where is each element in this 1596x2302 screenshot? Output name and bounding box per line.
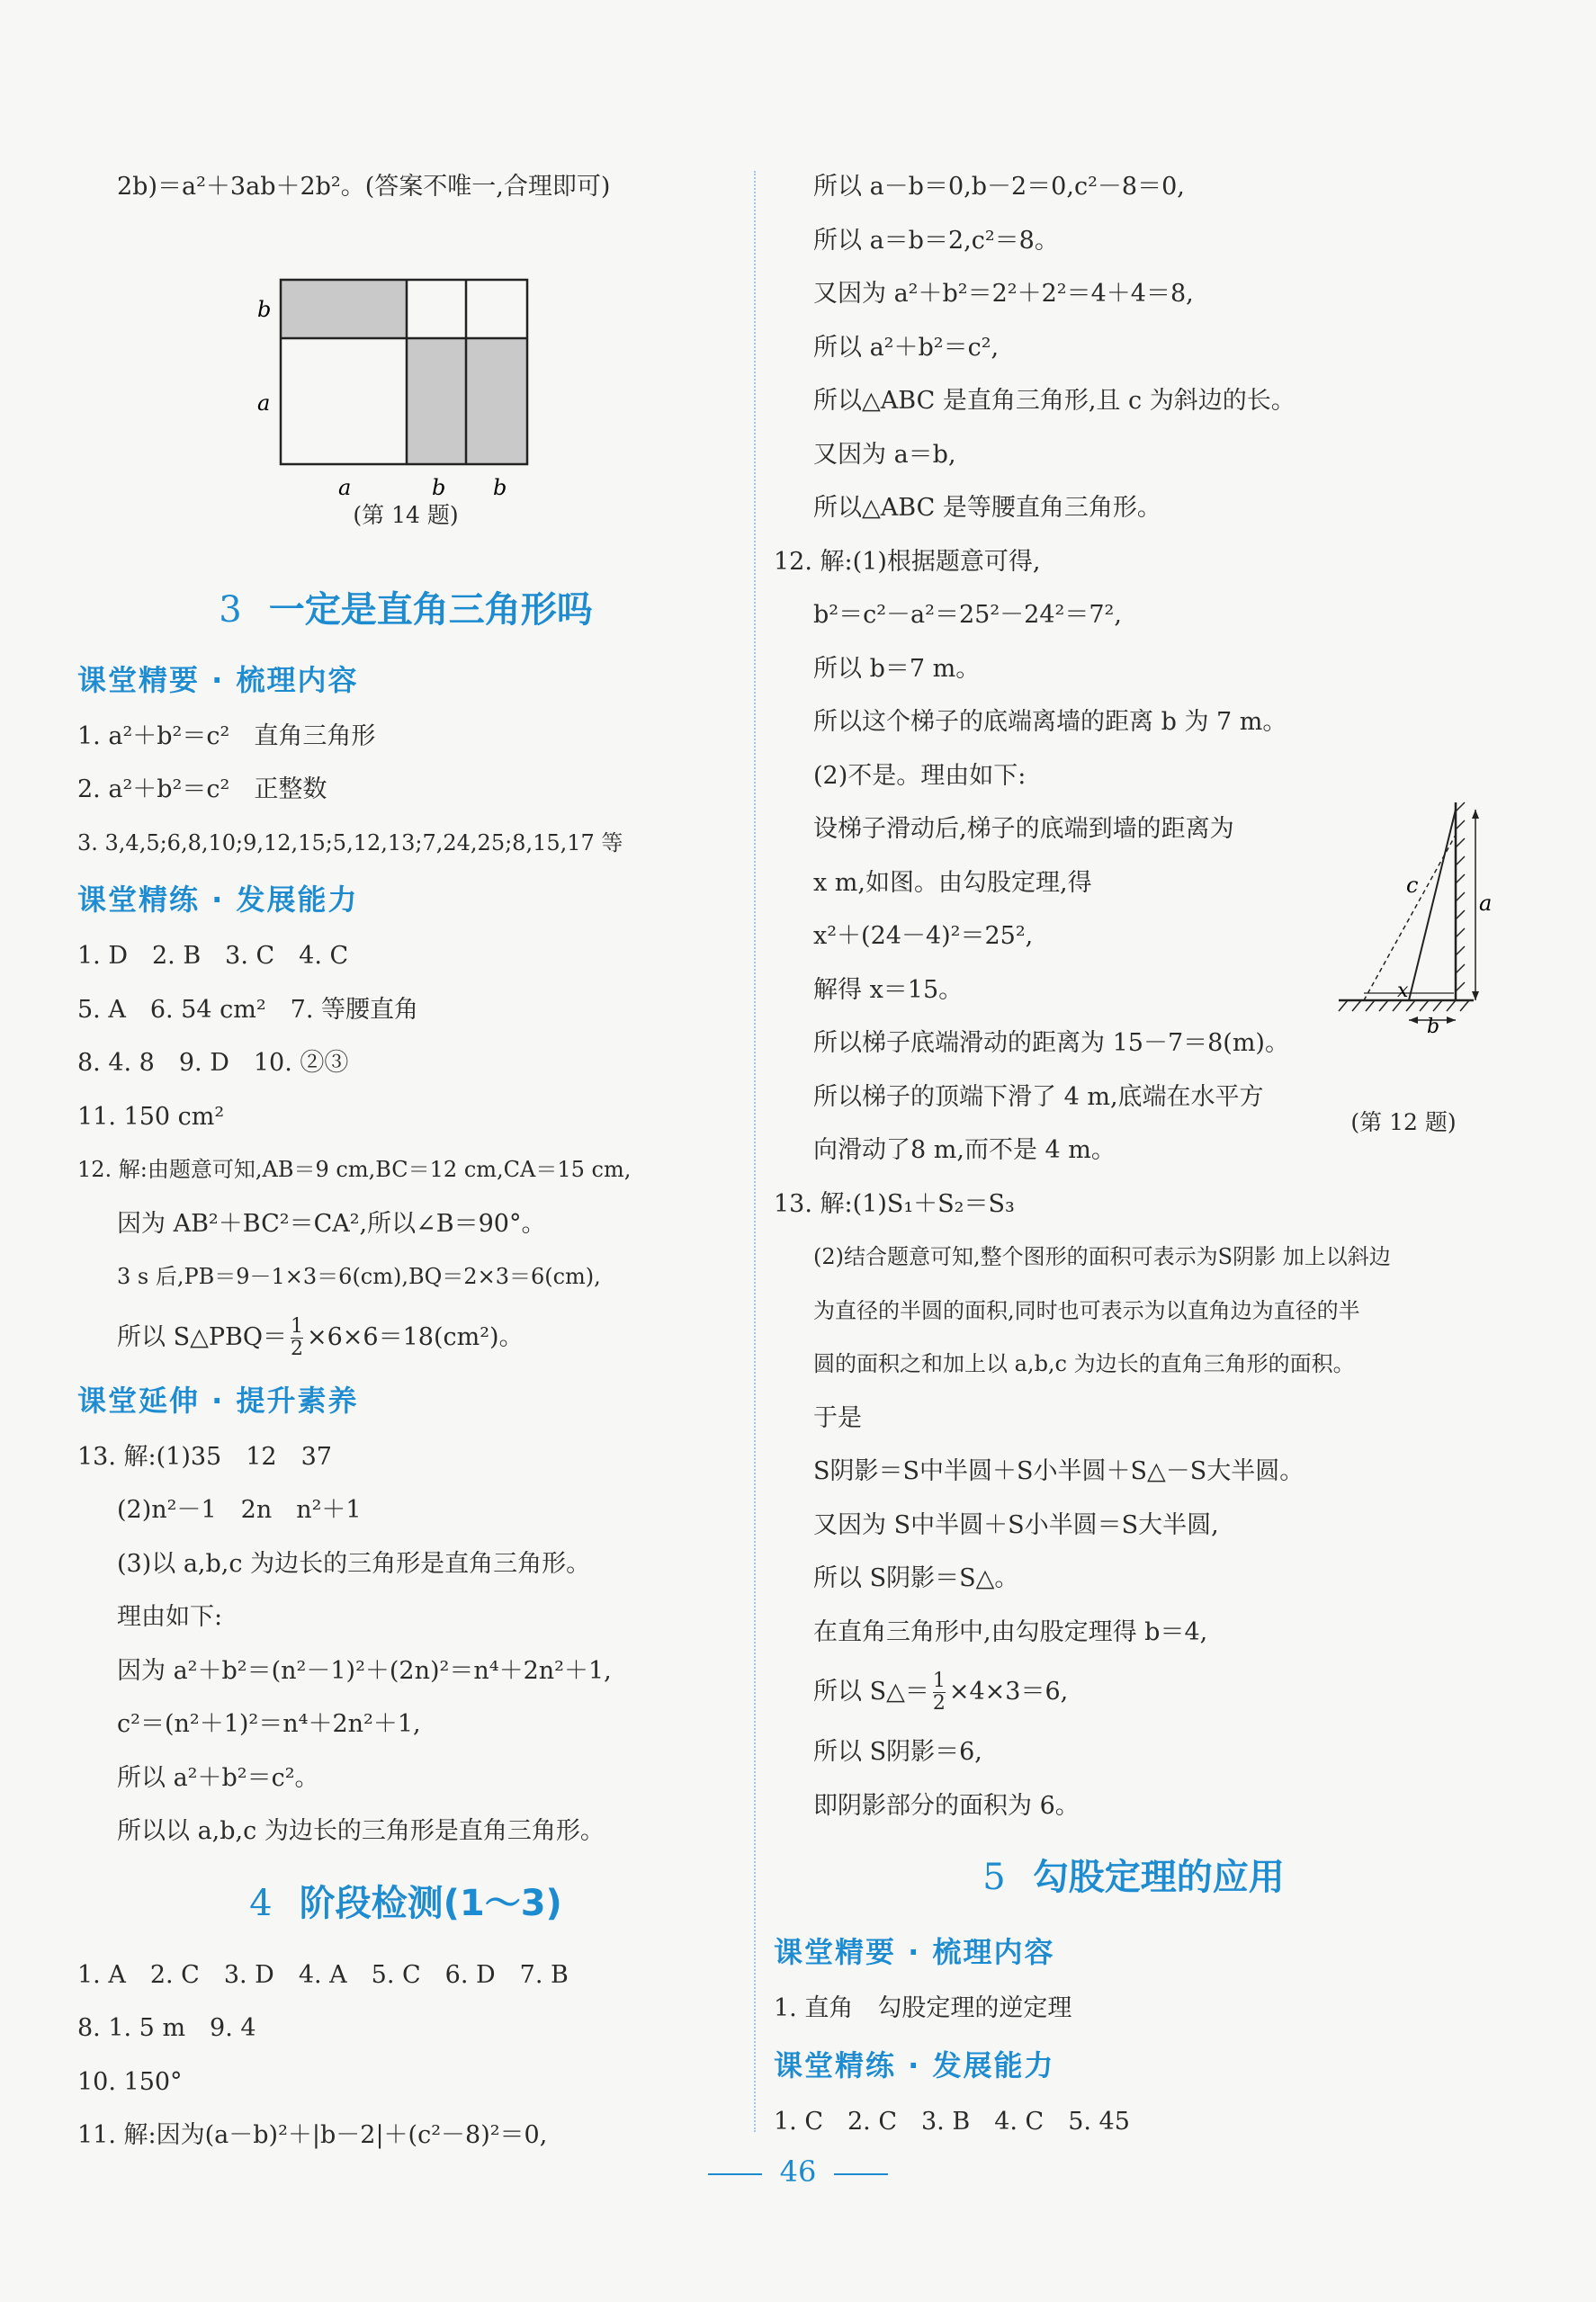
answer-line: (3)以 a,b,c 为边长的三角形是直角三角形。	[117, 1549, 591, 1578]
right-column	[774, 160, 1493, 2148]
formula-text: 所以 S△＝	[813, 1678, 929, 1706]
section-number: 3	[219, 588, 242, 631]
subsection-title: 课堂精要 · 梳理内容	[77, 662, 359, 697]
answer-line: 向滑动了8 m,而不是 4 m。	[813, 1136, 1116, 1164]
section-title-text: 勾股定理的应用	[1032, 1857, 1285, 1898]
answer-line: 1. a²＋b²＝c² 直角三角形	[77, 721, 376, 750]
section-number: 4	[249, 1882, 273, 1924]
answer-line: (2)n²－1 2n n²＋1	[117, 1496, 362, 1524]
answer-line: (2)结合题意可知,整个图形的面积可表示为S阴影 加上以斜边	[813, 1244, 1391, 1269]
numerator: 1	[932, 1670, 946, 1692]
rectangle-area-diagram	[77, 214, 734, 500]
answer-line: 所以 S阴影＝6,	[813, 1738, 982, 1766]
label-a-bottom: a	[338, 474, 352, 500]
column-divider	[754, 171, 756, 2132]
answer-line: 12. 解:(1)根据题意可得,	[774, 547, 1041, 576]
formula-text: 所以 S△PBQ＝	[117, 1322, 287, 1351]
answer-line: 1. C 2. C 3. B 4. C 5. 45	[774, 2107, 1130, 2136]
answer-line: 10. 150°	[77, 2067, 183, 2096]
answer-line: 2. a²＋b²＝c² 正整数	[77, 775, 327, 803]
label-b-left: b	[257, 296, 272, 322]
answer-line: S阴影＝S中半圆＋S小半圆＋S△－S大半圆。	[813, 1457, 1305, 1485]
answer-line: 于是	[813, 1403, 862, 1432]
ladder-block	[774, 802, 1493, 1178]
section-title-text: 一定是直角三角形吗	[268, 588, 593, 631]
ladder-diagram	[1312, 784, 1492, 1045]
answer-line: 12. 解:由题意可知,AB＝9 cm,BC＝12 cm,CA＝15 cm,	[77, 1157, 632, 1182]
answer-line: 所以 a＝b＝2,c²＝8。	[813, 226, 1059, 255]
label-b-bottom: b	[432, 474, 446, 500]
formula-text: ×4×3＝6,	[948, 1678, 1069, 1706]
answer-line: 为直径的半圆的面积,同时也可表示为以直角边为直径的半	[813, 1297, 1360, 1323]
answer-line: 所以 a²＋b²＝c²。	[117, 1763, 319, 1792]
page-number: 46	[779, 2154, 817, 2189]
subsection-title: 课堂精练 · 发展能力	[77, 882, 359, 917]
answer-line: 所以这个梯子的底端离墙的距离 b 为 7 m。	[813, 708, 1287, 736]
section-title	[77, 1859, 734, 1948]
numerator: 1	[291, 1314, 303, 1338]
answer-line: c²＝(n²＋1)²＝n⁴＋2n²＋1,	[117, 1710, 421, 1738]
answer-line: (2)不是。理由如下:	[813, 761, 1027, 790]
denominator: 2	[932, 1692, 946, 1715]
answer-line: 11. 解:因为(a－b)²＋|b－2|＋(c²－8)²＝0,	[77, 2121, 548, 2149]
answer-line	[77, 1304, 734, 1371]
label-a: a	[1479, 891, 1493, 916]
answer-line: 理由如下:	[117, 1603, 223, 1631]
answer-line: 8. 1. 5 m 9. 4	[77, 2014, 256, 2042]
answer-line: 又因为 a²＋b²＝2²＋2²＝4＋4＝8,	[813, 280, 1194, 308]
answer-line: 8. 4. 8 9. D 10. ②③	[77, 1049, 349, 1077]
answer-line: 3 s 后,PB＝9－1×3＝6(cm),BQ＝2×3＝6(cm),	[117, 1264, 601, 1289]
answer-line: 所以梯子底端滑动的距离为 15－7＝8(m)。	[813, 1029, 1289, 1057]
answer-line: 13. 解:(1)35 12 37	[77, 1442, 332, 1471]
answer-line: 所以△ABC 是等腰直角三角形。	[813, 494, 1161, 522]
answer-line: b²＝c²－a²＝25²－24²＝7²,	[813, 601, 1122, 629]
section-title	[77, 569, 734, 650]
section-title	[774, 1832, 1493, 1922]
answer-line: 所以 b＝7 m。	[813, 654, 981, 683]
answer-line: 1. 直角 勾股定理的逆定理	[774, 1994, 1072, 2022]
figure-14-spacer	[77, 399, 734, 528]
fraction	[291, 1316, 303, 1360]
figure-caption: (第 14 题)	[353, 501, 459, 528]
answer-line: 5. A 6. 54 cm² 7. 等腰直角	[77, 995, 419, 1024]
answer-line: 因为 AB²＋BC²＝CA²,所以∠B＝90°。	[117, 1209, 546, 1238]
answer-line: 因为 a²＋b²＝(n²－1)²＋(2n)²＝n⁴＋2n²＋1,	[117, 1656, 612, 1685]
text-line: 2b)＝a²＋3ab＋2b²。(答案不唯一,合理即可)	[117, 173, 611, 201]
answer-line: 解得 x＝15。	[813, 975, 964, 1004]
label-b: b	[1427, 1016, 1440, 1038]
subsection-title: 课堂精要 · 梳理内容	[774, 1935, 1055, 1969]
label-c: c	[1406, 873, 1419, 898]
label-b-bottom: b	[493, 474, 507, 500]
answer-line: 3. 3,4,5;6,8,10;9,12,15;5,12,13;7,24,25;8,15,17 等	[77, 829, 623, 855]
answer-line: 设梯子滑动后,梯子的底端到墙的距离为	[813, 815, 1234, 843]
shaded-region	[281, 280, 407, 338]
answer-line: 所以梯子的顶端下滑了 4 m,底端在水平方	[813, 1082, 1264, 1111]
footer-dash	[708, 2173, 762, 2175]
answer-line: 所以以 a,b,c 为边长的三角形是直角三角形。	[117, 1817, 605, 1845]
fraction	[933, 1671, 946, 1715]
left-column	[77, 160, 734, 2163]
answer-line: 所以△ABC 是直角三角形,且 c 为斜边的长。	[813, 387, 1296, 415]
answer-line	[774, 1659, 1493, 1725]
section-title-text: 阶段检测(1～3)	[299, 1882, 562, 1924]
answer-line: 又因为 a＝b,	[813, 440, 956, 469]
denominator: 2	[291, 1337, 303, 1360]
answer-line: 又因为 S中半圆＋S小半圆＝S大半圆,	[813, 1510, 1219, 1539]
label-a-left: a	[257, 390, 271, 416]
subsection-title: 课堂精练 · 发展能力	[774, 2047, 1055, 2083]
formula-text: ×6×6＝18(cm²)。	[307, 1322, 524, 1351]
answer-line: x m,如图。由勾股定理,得	[813, 868, 1092, 897]
figure-14	[77, 214, 734, 500]
answer-line: 即阴影部分的面积为 6。	[813, 1791, 1080, 1820]
answer-line: 1. D 2. B 3. C 4. C	[77, 942, 349, 970]
footer-dash	[834, 2173, 888, 2175]
figure-caption: (第 12 题)	[1350, 1109, 1457, 1135]
answer-line: 1. A 2. C 3. D 4. A 5. C 6. D 7. B	[77, 1960, 569, 1989]
answer-line: 11. 150 cm²	[77, 1102, 225, 1131]
answer-line: 在直角三角形中,由勾股定理得 b＝4,	[813, 1617, 1208, 1646]
answer-line: x²＋(24－4)²＝25²,	[813, 922, 1034, 950]
answer-line: 圆的面积之和加上以 a,b,c 为边长的直角三角形的面积。	[813, 1351, 1355, 1376]
page-footer	[0, 2154, 1596, 2189]
answer-line: 所以 a²＋b²＝c²,	[813, 333, 1000, 362]
answer-line: 所以 a－b＝0,b－2＝0,c²－8＝0,	[813, 173, 1185, 201]
label-x: x	[1397, 980, 1409, 1002]
answer-line: 13. 解:(1)S₁＋S₂＝S₃	[774, 1189, 1015, 1218]
answer-line: 所以 S阴影＝S△。	[813, 1564, 1019, 1592]
subsection-title: 课堂延伸 · 提升素养	[77, 1383, 359, 1418]
section-number: 5	[982, 1857, 1006, 1898]
